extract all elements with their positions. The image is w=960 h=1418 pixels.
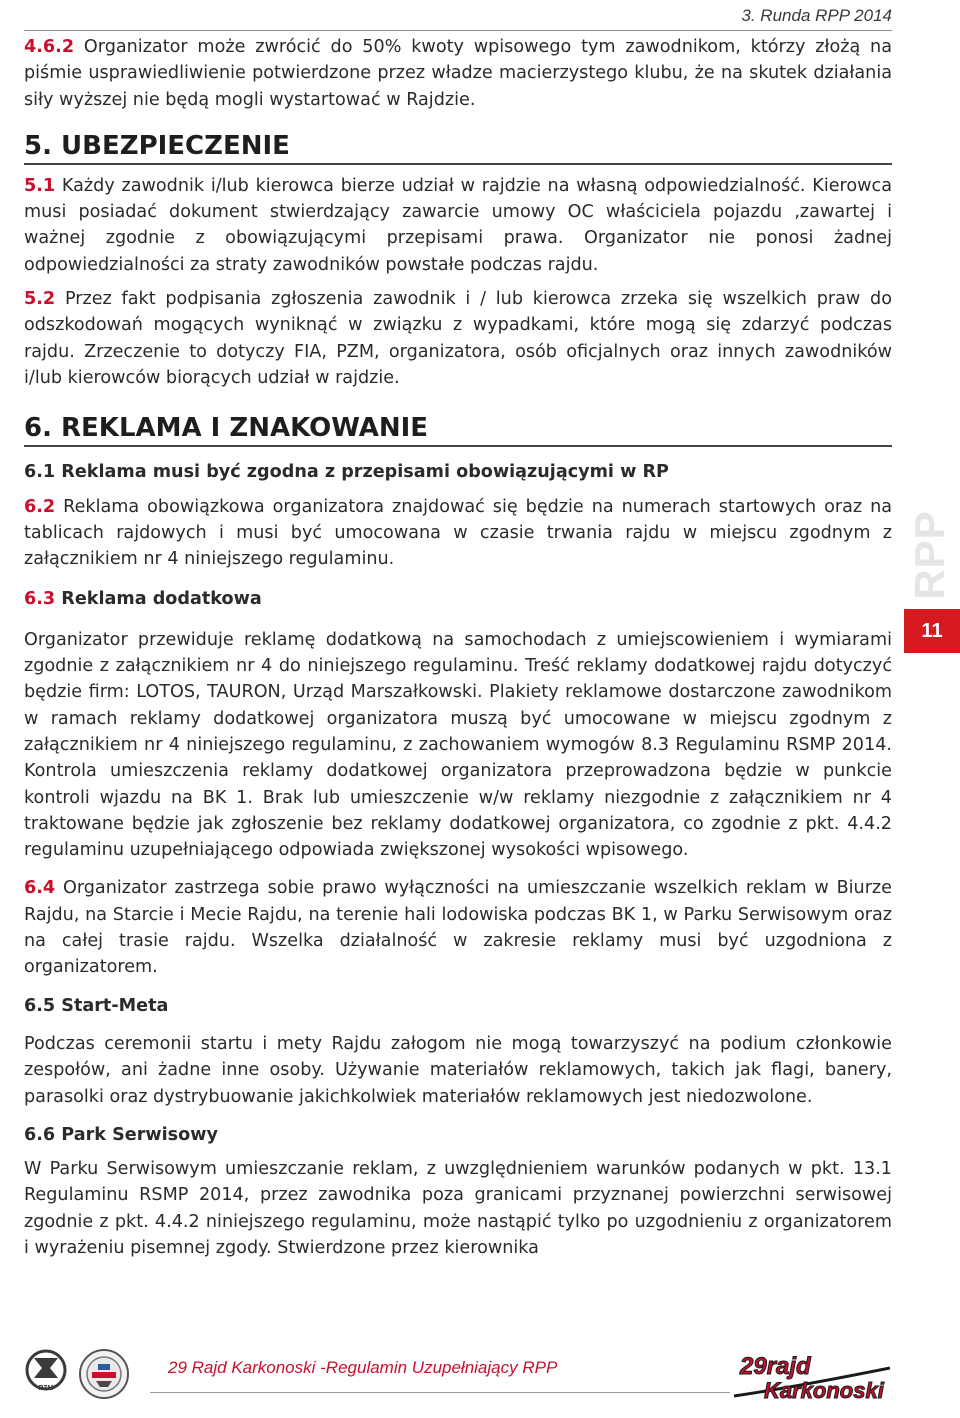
document-body bbox=[24, 34, 892, 1261]
pzm-logo-icon bbox=[24, 1346, 68, 1392]
subheading-6-5: 6.5 Start-Meta bbox=[24, 995, 169, 1016]
paragraph-6-6: W Parku Serwisowym umieszczanie reklam, z uwzględnieniem warunków podanych w pkt. 13.1 Regulaminu RSMP 2014, przez zawodnika poza granicami przyznanej powierzchni serwisowej zgodnie z pkt. 4.4.2 niniejszego regulaminu, może nastąpić tylko po uzgodnieniu z organizatorem i wyrażeniu pisemnej zgody. Stwierdzone przez kierownika bbox=[24, 1159, 892, 1258]
subheading-6-3 bbox=[24, 586, 892, 612]
section-number: 5.1 bbox=[24, 175, 56, 196]
running-header: 3. Runda RPP 2014 bbox=[741, 6, 892, 25]
section-number: 6.2 bbox=[24, 496, 56, 517]
paragraph-text: Każdy zawodnik i/lub kierowca bierze udział w rajdzie na własną odpowiedzialność. Kierowca musi posiadać dokument stwierdzający zawarcie umowy OC właściciela pojazdu ,zawartej i ważnej zgodnie z obowiązującymi przepisami prawa. Organizator nie ponosi żadnej odpowiedzialności za straty zawodników powstałe podczas rajdu. bbox=[24, 175, 892, 275]
paragraph-6-4 bbox=[24, 875, 892, 980]
rajd-logo-top-text: 29rajd bbox=[740, 1353, 811, 1380]
subheading-text: Reklama dodatkowa bbox=[55, 589, 262, 610]
paragraph-text: Przez fakt podpisania zgłoszenia zawodnik i / lub kierowca zrzeka się wszelkich praw do odszkodowań mogących wyniknąć w związku z wypadkami, które mogą się zdarzyć podczas rajdu. Zrzeczenie to dotyczy FIA, PZM, organizatora, osób oficjalnych oraz innych zawodników i/lub kierowców biorących udział w rajdzie. bbox=[24, 289, 892, 388]
heading-reklama: 6. REKLAMA I ZNAKOWANIE bbox=[24, 411, 892, 447]
section-number: 6.4 bbox=[24, 878, 56, 899]
footer-rule bbox=[150, 1392, 730, 1393]
subheading-6-1: 6.1 Reklama musi być zgodna z przepisami obowiązującymi w RP bbox=[24, 462, 669, 483]
paragraph-text: Reklama obowiązkowa organizatora znajdować się będzie na numerach startowych oraz na tablicach rajdowych i musi być umocowana w czasie trwania rajdu w miejscu zgodnym z załącznikiem nr 4 niniejszego regulaminu. bbox=[24, 496, 892, 570]
pzm-logo-text: PZM bbox=[38, 1385, 54, 1392]
section-number: 6.3 bbox=[24, 589, 56, 610]
paragraph-6-5: Podczas ceremonii startu i mety Rajdu załogom nie mogą towarzyszyć na podium członkowie zespołów, ani żadne inne osoby. Używanie materiałów reklamowych, takich jak flagi, banery, parasolki oraz dystrybuowanie jakichkolwiek materiałów reklamowych jest niedozwolone. bbox=[24, 1033, 892, 1107]
rajd-logo-bottom-text: Karkonoski bbox=[764, 1378, 884, 1403]
side-section-label bbox=[900, 500, 960, 610]
footer-title: 29 Rajd Karkonoski -Regulamin Uzupełniający RPP bbox=[168, 1358, 558, 1377]
subheading-6-6: 6.6 Park Serwisowy bbox=[24, 1124, 218, 1145]
heading-ubezpieczenie: 5. UBEZPIECZENIE bbox=[24, 129, 892, 165]
paragraph-4-6-2 bbox=[24, 34, 892, 113]
paragraph-6-2 bbox=[24, 494, 892, 573]
section-number: 4.6.2 bbox=[24, 37, 75, 57]
page-number: 11 bbox=[921, 619, 943, 642]
rajd-karkonoski-logo-icon bbox=[730, 1348, 898, 1404]
paragraph-text: Organizator zastrzega sobie prawo wyłączności na umieszczanie wszelkich reklam w Biurze Rajdu, na Starcie i Mecie Rajdu, na terenie hali lodowiska podczas BK 1, w Parku Serwisowym oraz na całej trasie rajdu. Wszelka działalność w zakresie reklamy musi być uzgodniona z organizatorem. bbox=[24, 878, 892, 978]
paragraph-text: Organizator może zwrócić do 50% kwoty wpisowego tym zawodnikom, którzy złożą na piśmie usprawiedliwienie potwierdzone przez władze macierzystego klubu, że na skutek działania siły wyższej nie będą mogli wystartować w Rajdzie. bbox=[24, 37, 892, 110]
club-emblem-icon bbox=[78, 1348, 130, 1400]
paragraph-6-3: Organizator przewiduje reklamę dodatkową na samochodach z umiejscowieniem i wymiarami zgodnie z załącznikiem nr 4 do niniejszego regulaminu. Treść reklamy dodatkowej rajdu dotyczyć będzie firm: LOTOS, TAURON, Urząd Marszałkowski. Plakiety reklamowe dostarczone zawodnikom w ramach reklamy dodatkowej organizatora muszą być umocowane w miejscu zgodnym z załącznikiem nr 4 niniejszego regulaminu, z zachowaniem wymogów 8.3 Regulaminu RSMP 2014. Kontrola umieszczenia reklamy dodatkowej organizatora przeprowadzona będzie w punkcie kontroli wjazdu na BK 1. Brak lub umieszczenie w/w reklamy niezgodnie z załącznikiem nr 4 traktowane będzie jak zgłoszenie bez reklamy dodatkowej organizatora, co zgodnie z pkt. 4.4.2 regulaminu uzupełniającego odpowiada zwiększonej wysokości wpisowego. bbox=[24, 629, 892, 861]
paragraph-5-2 bbox=[24, 286, 892, 391]
side-section-text: RPP bbox=[906, 510, 953, 600]
header-rule bbox=[24, 30, 892, 31]
paragraph-5-1 bbox=[24, 173, 892, 278]
section-number: 5.2 bbox=[24, 289, 56, 310]
page-number-tab bbox=[904, 609, 960, 653]
